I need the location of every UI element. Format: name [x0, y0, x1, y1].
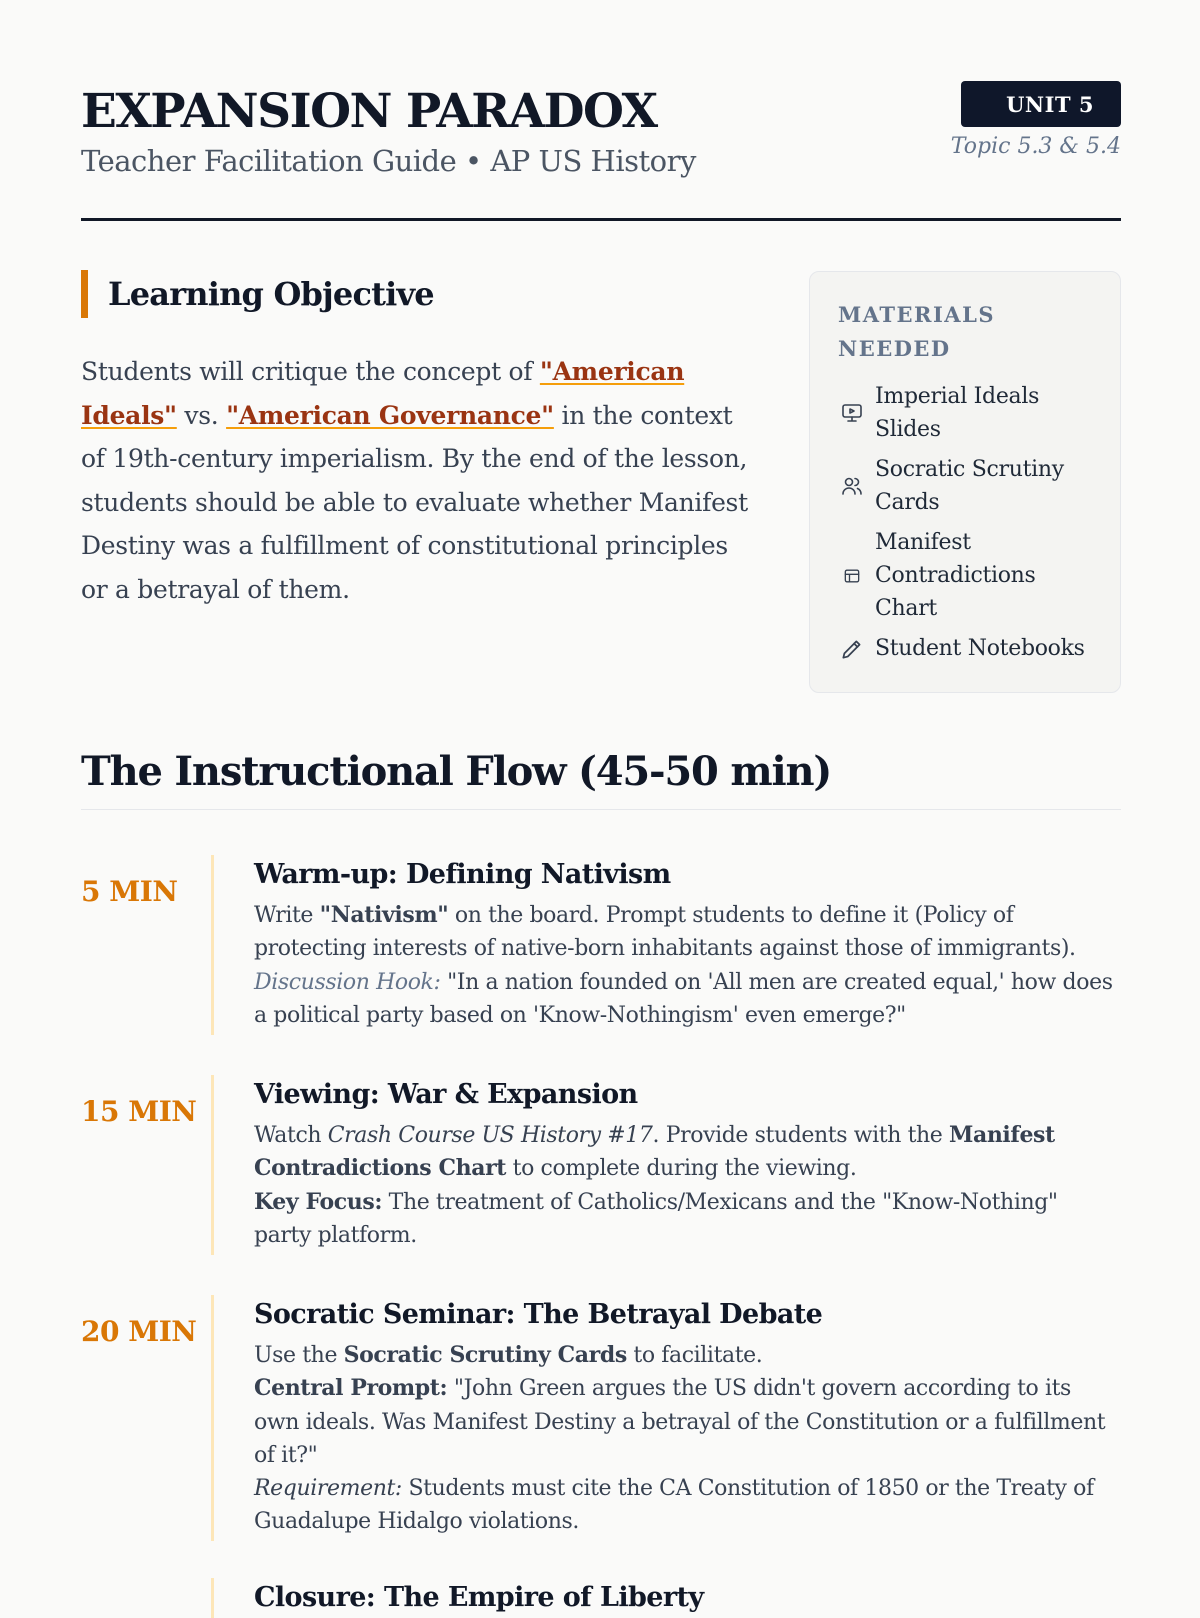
step-content — [254, 1578, 1121, 1618]
step-emphasis: Manifest Contradictions Chart — [254, 1122, 1055, 1182]
presentation-icon — [838, 399, 866, 427]
objective-text-part: Students will critique the concept of — [81, 357, 540, 386]
material-label: Manifest Contradictions Chart — [875, 530, 1036, 621]
step-text: Watch — [254, 1123, 328, 1148]
step-duration: 15 MIN — [81, 1095, 197, 1128]
material-item-cards — [838, 453, 1094, 519]
central-prompt-label: Central Prompt: — [254, 1375, 448, 1402]
material-label: Imperial Ideals Slides — [875, 384, 1040, 442]
step-content — [254, 1295, 1121, 1539]
step-text: Use the — [254, 1343, 344, 1368]
step-description — [254, 1339, 1121, 1539]
step-title: Socratic Seminar: The Betrayal Debate — [254, 1299, 823, 1330]
step-description — [254, 899, 1121, 1032]
step-timeline-line — [211, 855, 214, 1035]
step-duration: 20 MIN — [81, 1315, 197, 1348]
highlight-american-ideals: "American Ideals" — [81, 357, 685, 430]
flow-step-viewing — [81, 1075, 1121, 1255]
step-emphasis: "Nativism" — [319, 902, 449, 928]
guide-header — [81, 78, 1121, 221]
step-duration: 5 MIN — [81, 875, 178, 908]
step-content — [254, 1075, 1121, 1252]
step-title: Warm-up: Defining Nativism — [254, 859, 671, 890]
flow-step-closure — [81, 1578, 1121, 1618]
page-subtitle: Teacher Facilitation Guide • AP US History — [81, 144, 696, 178]
materials-heading: MATERIALS NEEDED — [838, 302, 996, 361]
step-description — [254, 1119, 1121, 1252]
table-icon — [838, 562, 866, 590]
step-content — [254, 855, 1121, 1032]
material-item-slides — [838, 380, 1094, 446]
discussion-hook-label: Discussion Hook: — [254, 969, 441, 995]
step-text: to facilitate. — [626, 1343, 763, 1368]
step-text: on the board. Prompt students to define it (Policy of protecting interests of native-born inhabitants against those of immigrants). — [254, 903, 1076, 962]
step-timeline-line — [211, 1075, 214, 1255]
learning-objective-heading: Learning Objective — [81, 270, 761, 318]
users-icon — [838, 472, 866, 500]
step-emphasis: Socratic Scrutiny Cards — [343, 1342, 627, 1368]
step-timeline-line — [211, 1578, 214, 1618]
step-title: Viewing: War & Expansion — [254, 1079, 638, 1110]
step-text: to complete during the viewing. — [506, 1156, 857, 1182]
material-label: Socratic Scrutiny Cards — [875, 457, 1064, 515]
flow-step-seminar — [81, 1295, 1121, 1541]
material-item-chart — [838, 526, 1094, 625]
topic-label: Topic 5.3 & 5.4 — [950, 134, 1121, 159]
requirement-text: Students must cite the CA Constitution of 1850 or the Treaty of Guadalupe Hidalgo violations. — [254, 1476, 1094, 1535]
step-text: . Provide students with the — [652, 1123, 950, 1148]
discussion-hook-text: "In a nation founded on 'All men are created equal,' how does a political party based on 'Know-Nothingism' even emerge?" — [254, 969, 1113, 1028]
learning-objective-text — [81, 350, 761, 611]
pencil-icon — [838, 635, 866, 663]
unit-badge: UNIT 5 — [961, 81, 1121, 127]
central-prompt-text: "John Green argues the US didn't govern according to its own ideals. Was Manifest Destiny a betrayal of the Constitution or a fulfillment of it?" — [254, 1376, 1106, 1468]
step-title: Closure: The Empire of Liberty — [254, 1582, 704, 1613]
learning-objective-section — [81, 270, 761, 611]
objective-text-part: in the context of 19th-century imperialism. By the end of the lesson, students should be able to evaluate whether Manifest Destiny was a fulfillment of constitutional principles or a betrayal of them. — [81, 400, 748, 604]
material-item-notebooks — [838, 632, 1094, 665]
video-title: Crash Course US History #17 — [327, 1123, 653, 1148]
step-text: Write — [254, 903, 320, 928]
instructional-flow-heading: The Instructional Flow (45-50 min) — [81, 748, 1121, 810]
key-focus-label: Key Focus: — [254, 1188, 383, 1215]
requirement-label: Requirement: — [254, 1476, 402, 1502]
flow-step-warmup — [81, 855, 1121, 1035]
materials-list — [838, 380, 1094, 665]
materials-panel — [809, 271, 1121, 693]
step-timeline-line — [211, 1295, 214, 1541]
objective-text-part: vs. — [176, 400, 227, 430]
page-title: EXPANSION PARADOX — [81, 84, 657, 139]
key-focus-text: The treatment of Catholics/Mexicans and the "Know-Nothing" party platform. — [254, 1189, 1058, 1248]
material-label: Student Notebooks — [875, 636, 1085, 661]
highlight-american-governance: "American Governance" — [226, 400, 554, 430]
